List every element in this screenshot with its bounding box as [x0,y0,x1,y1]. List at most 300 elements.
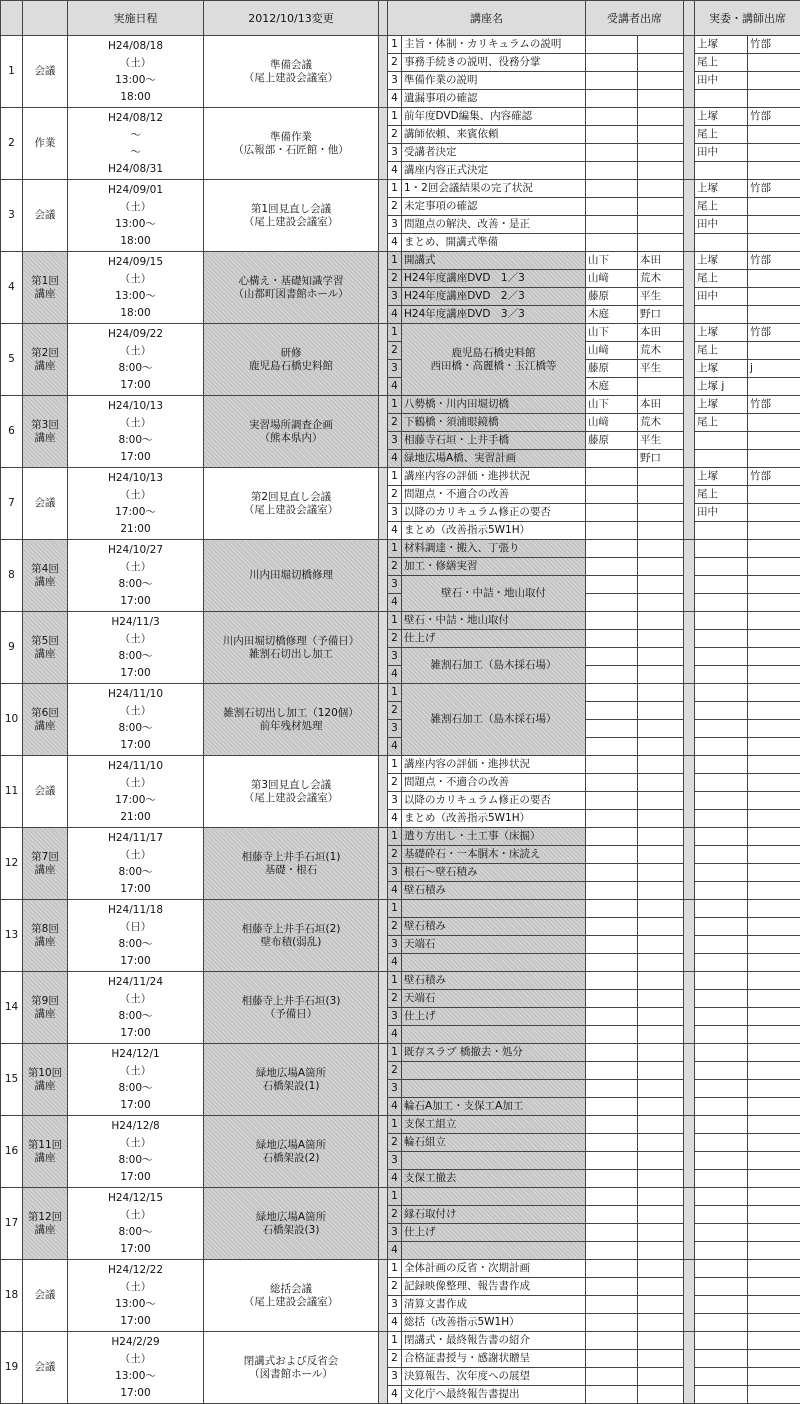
venue-line: 石橋架設(1) [204,1080,378,1093]
row-number: 2 [1,108,23,180]
staff-name: 上塚 [695,252,748,270]
staff-name [748,1350,800,1368]
date-line: 17:00 [68,593,203,610]
date-line: H24/11/17 [68,830,203,847]
student-name [586,936,638,954]
item-number: 1 [388,108,402,126]
table-row [1,540,800,558]
session-date [68,1044,204,1116]
gap-cell [379,828,388,900]
staff-name [748,1224,800,1242]
staff-name: 上塚 [695,360,748,378]
staff-name: 田中 [695,216,748,234]
student-name [638,486,684,504]
student-name [586,612,638,630]
student-name [638,558,684,576]
date-line: （土） [68,775,203,792]
staff-name [748,432,800,450]
session-type-line: 第8回 [23,923,67,936]
staff-name [748,648,800,666]
session-date [68,1332,204,1404]
item-title: 受講者決定 [402,144,586,162]
date-line: H24/2/29 [68,1334,203,1351]
venue-line: 準備作業 [204,131,378,144]
item-title: まとめ（改善指示5W1H） [402,810,586,828]
item-number: 1 [388,1116,402,1134]
student-name [638,108,684,126]
session-date [68,684,204,756]
staff-name [748,972,800,990]
item-number: 2 [388,126,402,144]
staff-name [695,738,748,756]
item-title: 天端石 [402,936,586,954]
item-title: 材料調達・搬入、丁張り [402,540,586,558]
staff-name [748,288,800,306]
student-name: 荒木 [638,270,684,288]
staff-name [748,144,800,162]
student-name [638,180,684,198]
session-type [23,540,68,612]
student-name [586,576,638,594]
gap-cell [684,1044,695,1116]
session-type-line: 講座 [23,288,67,301]
gap-cell [684,180,695,252]
student-name [638,126,684,144]
session-type-line: 講座 [23,1152,67,1165]
staff-name [748,576,800,594]
staff-name [695,864,748,882]
student-name [586,1278,638,1296]
date-line: H24/10/13 [68,398,203,415]
item-title: 未定事項の確認 [402,198,586,216]
staff-name [748,1332,800,1350]
session-type-line: 第1回 [23,275,67,288]
item-number: 4 [388,1314,402,1332]
student-name: 野口 [638,450,684,468]
item-title: 仕上げ [402,1008,586,1026]
date-line: （土） [68,55,203,72]
student-name [638,72,684,90]
student-name: 本田 [638,396,684,414]
session-date [68,828,204,900]
student-name [586,1206,638,1224]
venue-line: 川内田堀切橋修理 [204,569,378,582]
student-name [638,144,684,162]
student-name [638,1044,684,1062]
gap-cell [684,972,695,1044]
staff-name [695,612,748,630]
item-title: 相藤寺石垣・上井手橋 [402,432,586,450]
venue-line: 研修 [204,347,378,360]
session-date [68,1116,204,1188]
student-name [586,828,638,846]
item-number: 1 [388,36,402,54]
venue-line: 総括会議 [204,1283,378,1296]
student-name [586,846,638,864]
date-line: 13:00～ [68,216,203,233]
session-venue [204,756,379,828]
student-name: 山﨑 [586,342,638,360]
item-number: 2 [388,918,402,936]
item-title [402,1152,586,1170]
staff-name [748,666,800,684]
staff-name: 竹部 [748,108,800,126]
staff-name [748,198,800,216]
venue-line: 鹿児島石橋史料館 [204,360,378,373]
table-row [1,36,800,54]
staff-name [748,594,800,612]
row-number: 17 [1,1188,23,1260]
student-name: 平生 [638,360,684,378]
student-name [638,882,684,900]
item-number: 1 [388,900,402,918]
student-name [638,1170,684,1188]
header-students: 受講者出席 [586,1,684,36]
staff-name [695,810,748,828]
date-line: H24/10/13 [68,470,203,487]
venue-line: （広報部・石匠館・他） [204,144,378,157]
date-line: 8:00～ [68,1008,203,1025]
session-date [68,900,204,972]
session-venue [204,828,379,900]
session-type-line: 講座 [23,720,67,733]
date-line: 17:00 [68,953,203,970]
gap-cell [684,324,695,396]
item-title: 輪石A加工・支保工A加工 [402,1098,586,1116]
item-number: 3 [388,72,402,90]
student-name [638,594,684,612]
staff-name [695,540,748,558]
date-line: 17:00 [68,449,203,466]
date-line: 8:00～ [68,360,203,377]
staff-name: 竹部 [748,324,800,342]
staff-name [748,918,800,936]
session-venue [204,900,379,972]
session-venue [204,684,379,756]
row-number: 10 [1,684,23,756]
date-line: 18:00 [68,89,203,106]
session-type-line: 第6回 [23,707,67,720]
item-number: 4 [388,522,402,540]
student-name [638,990,684,1008]
session-type [23,684,68,756]
staff-name: 田中 [695,72,748,90]
student-name [638,1278,684,1296]
item-title: 清算文書作成 [402,1296,586,1314]
session-date [68,252,204,324]
item-merged: 壁石・中詰・地山取付 [402,576,586,612]
staff-name [748,1080,800,1098]
venue-line: 第2回見直し会議 [204,491,378,504]
row-number: 1 [1,36,23,108]
staff-name [695,1008,748,1026]
item-title [402,1062,586,1080]
student-name [638,234,684,252]
item-number: 2 [388,702,402,720]
student-name [586,1008,638,1026]
session-date [68,612,204,684]
student-name [586,972,638,990]
student-name [586,1332,638,1350]
student-name [586,180,638,198]
venue-line: （尾上建設会議室） [204,504,378,517]
gap-cell [684,612,695,684]
item-title: 講座内容の評価・進捗状況 [402,468,586,486]
student-name [638,792,684,810]
date-line: ～ [68,127,203,144]
session-venue [204,324,379,396]
item-number: 3 [388,504,402,522]
date-line: 13:00～ [68,72,203,89]
item-title: 以降のカリキュラム修正の要否 [402,504,586,522]
student-name [586,504,638,522]
student-name [586,882,638,900]
date-line: 17:00 [68,377,203,394]
staff-name [695,1296,748,1314]
staff-name [748,774,800,792]
date-line: H24/09/15 [68,254,203,271]
student-name [638,1368,684,1386]
gap-cell [684,1188,695,1260]
staff-name [695,846,748,864]
item-number: 1 [388,1332,402,1350]
student-name [586,1170,638,1188]
item-number: 1 [388,684,402,702]
item-number: 2 [388,990,402,1008]
staff-name [748,504,800,522]
student-name [638,1188,684,1206]
student-name: 木庭 [586,378,638,396]
staff-name [748,612,800,630]
gap-cell [684,108,695,180]
gap-cell [379,540,388,612]
staff-name: 上塚 [695,396,748,414]
staff-name [748,702,800,720]
gap-cell [379,900,388,972]
gap-cell [379,1044,388,1116]
staff-name [748,882,800,900]
student-name [638,540,684,558]
student-name: 荒木 [638,414,684,432]
staff-name [695,1062,748,1080]
gap-cell [379,108,388,180]
student-name [638,972,684,990]
session-venue [204,1332,379,1404]
student-name [638,162,684,180]
item-title: 主旨・体制・カリキュラムの説明 [402,36,586,54]
item-number: 2 [388,1062,402,1080]
student-name [586,450,638,468]
session-date [68,1188,204,1260]
gap-cell [684,36,695,108]
date-line: 17:00 [68,1169,203,1186]
session-type-line: 講座 [23,1224,67,1237]
session-type: 会議 [23,468,68,540]
item-number: 2 [388,558,402,576]
item-number: 1 [388,1044,402,1062]
item-title: 仕上げ [402,1224,586,1242]
item-title: 以降のカリキュラム修正の要否 [402,792,586,810]
gap-cell [379,1260,388,1332]
gap-cell [379,1116,388,1188]
header-gap-2 [684,1,695,36]
student-name [638,954,684,972]
item-title: まとめ（改善指示5W1H） [402,522,586,540]
staff-name [695,234,748,252]
session-venue [204,1260,379,1332]
student-name [638,504,684,522]
session-type: 会議 [23,1332,68,1404]
student-name [586,792,638,810]
staff-name [695,594,748,612]
item-title: 決算報告、次年度への展望 [402,1368,586,1386]
date-line: 8:00～ [68,1224,203,1241]
student-name [638,900,684,918]
item-number: 4 [388,162,402,180]
student-name: 藤原 [586,432,638,450]
item-number: 2 [388,846,402,864]
student-name [638,54,684,72]
staff-name: 上塚 [695,36,748,54]
item-title: 文化庁へ最終報告書提出 [402,1386,586,1404]
session-type [23,252,68,324]
date-line: （土） [68,631,203,648]
staff-name [748,954,800,972]
staff-name [748,738,800,756]
staff-name [695,1350,748,1368]
staff-name: 竹部 [748,180,800,198]
date-line: （土） [68,559,203,576]
student-name [638,702,684,720]
session-type: 会議 [23,756,68,828]
row-number: 19 [1,1332,23,1404]
table-row [1,324,800,342]
student-name: 藤原 [586,360,638,378]
student-name [586,1080,638,1098]
venue-line: 相藤寺上井手石垣(3) [204,995,378,1008]
student-name [586,1350,638,1368]
venue-line: 緑地広場A箇所 [204,1211,378,1224]
staff-name [695,1188,748,1206]
row-number: 13 [1,900,23,972]
date-line: （土） [68,847,203,864]
item-number: 2 [388,630,402,648]
item-number: 4 [388,882,402,900]
student-name [638,936,684,954]
staff-name [748,1008,800,1026]
session-venue [204,396,379,468]
staff-name [695,1116,748,1134]
staff-name: 田中 [695,504,748,522]
student-name [638,1350,684,1368]
header-date: 実施日程 [68,1,204,36]
item-number: 4 [388,594,402,612]
gap-cell [684,828,695,900]
date-line: 17:00 [68,1025,203,1042]
student-name [586,1098,638,1116]
student-name [638,648,684,666]
item-title: 八勢橋・川内田堀切橋 [402,396,586,414]
session-date [68,36,204,108]
gap-cell [684,468,695,540]
item-title: 合格証書授与・感謝状贈呈 [402,1350,586,1368]
date-line: （土） [68,271,203,288]
date-line: 17:00 [68,1313,203,1330]
session-type [23,612,68,684]
row-number: 5 [1,324,23,396]
item-number: 1 [388,396,402,414]
item-number: 3 [388,648,402,666]
item-title: 基礎砕石・一本胴木・床読え [402,846,586,864]
item-title: H24年度講座DVD 2／3 [402,288,586,306]
date-line: H24/08/18 [68,38,203,55]
student-name [638,828,684,846]
date-line: 17:00 [68,1097,203,1114]
row-number: 12 [1,828,23,900]
item-title [402,900,586,918]
student-name [638,774,684,792]
staff-name [748,126,800,144]
student-name: 平生 [638,288,684,306]
student-name [586,774,638,792]
student-name [638,1206,684,1224]
student-name [586,900,638,918]
item-number: 4 [388,450,402,468]
date-line: H24/12/22 [68,1262,203,1279]
gap-cell [684,756,695,828]
row-number: 18 [1,1260,23,1332]
date-line: H24/09/22 [68,326,203,343]
date-line: H24/09/01 [68,182,203,199]
staff-name [695,450,748,468]
item-number: 3 [388,360,402,378]
student-name [638,918,684,936]
student-name [586,702,638,720]
venue-line: 第3回見直し会議 [204,779,378,792]
student-name [586,918,638,936]
item-number: 1 [388,828,402,846]
session-venue [204,540,379,612]
item-number: 3 [388,144,402,162]
student-name [638,1260,684,1278]
gap-cell [684,540,695,612]
staff-name [748,558,800,576]
item-number: 4 [388,1242,402,1260]
date-line: 8:00～ [68,576,203,593]
item-number: 4 [388,306,402,324]
staff-name [748,90,800,108]
staff-name: 尾上 [695,198,748,216]
item-title: 支保工組立 [402,1116,586,1134]
item-number: 3 [388,792,402,810]
item-number: 2 [388,270,402,288]
staff-name [695,630,748,648]
student-name [586,162,638,180]
date-line: （土） [68,991,203,1008]
staff-name [748,1386,800,1404]
item-merged: 雑割石加工（島木採石場） [402,648,586,684]
date-line: （土） [68,199,203,216]
student-name [586,36,638,54]
student-name [638,1116,684,1134]
date-line: 13:00～ [68,1296,203,1313]
gap-cell [379,396,388,468]
item-number: 2 [388,774,402,792]
item-title: 講師依頼、来賓依頼 [402,126,586,144]
gap-cell [379,36,388,108]
session-type [23,1044,68,1116]
item-number: 4 [388,738,402,756]
